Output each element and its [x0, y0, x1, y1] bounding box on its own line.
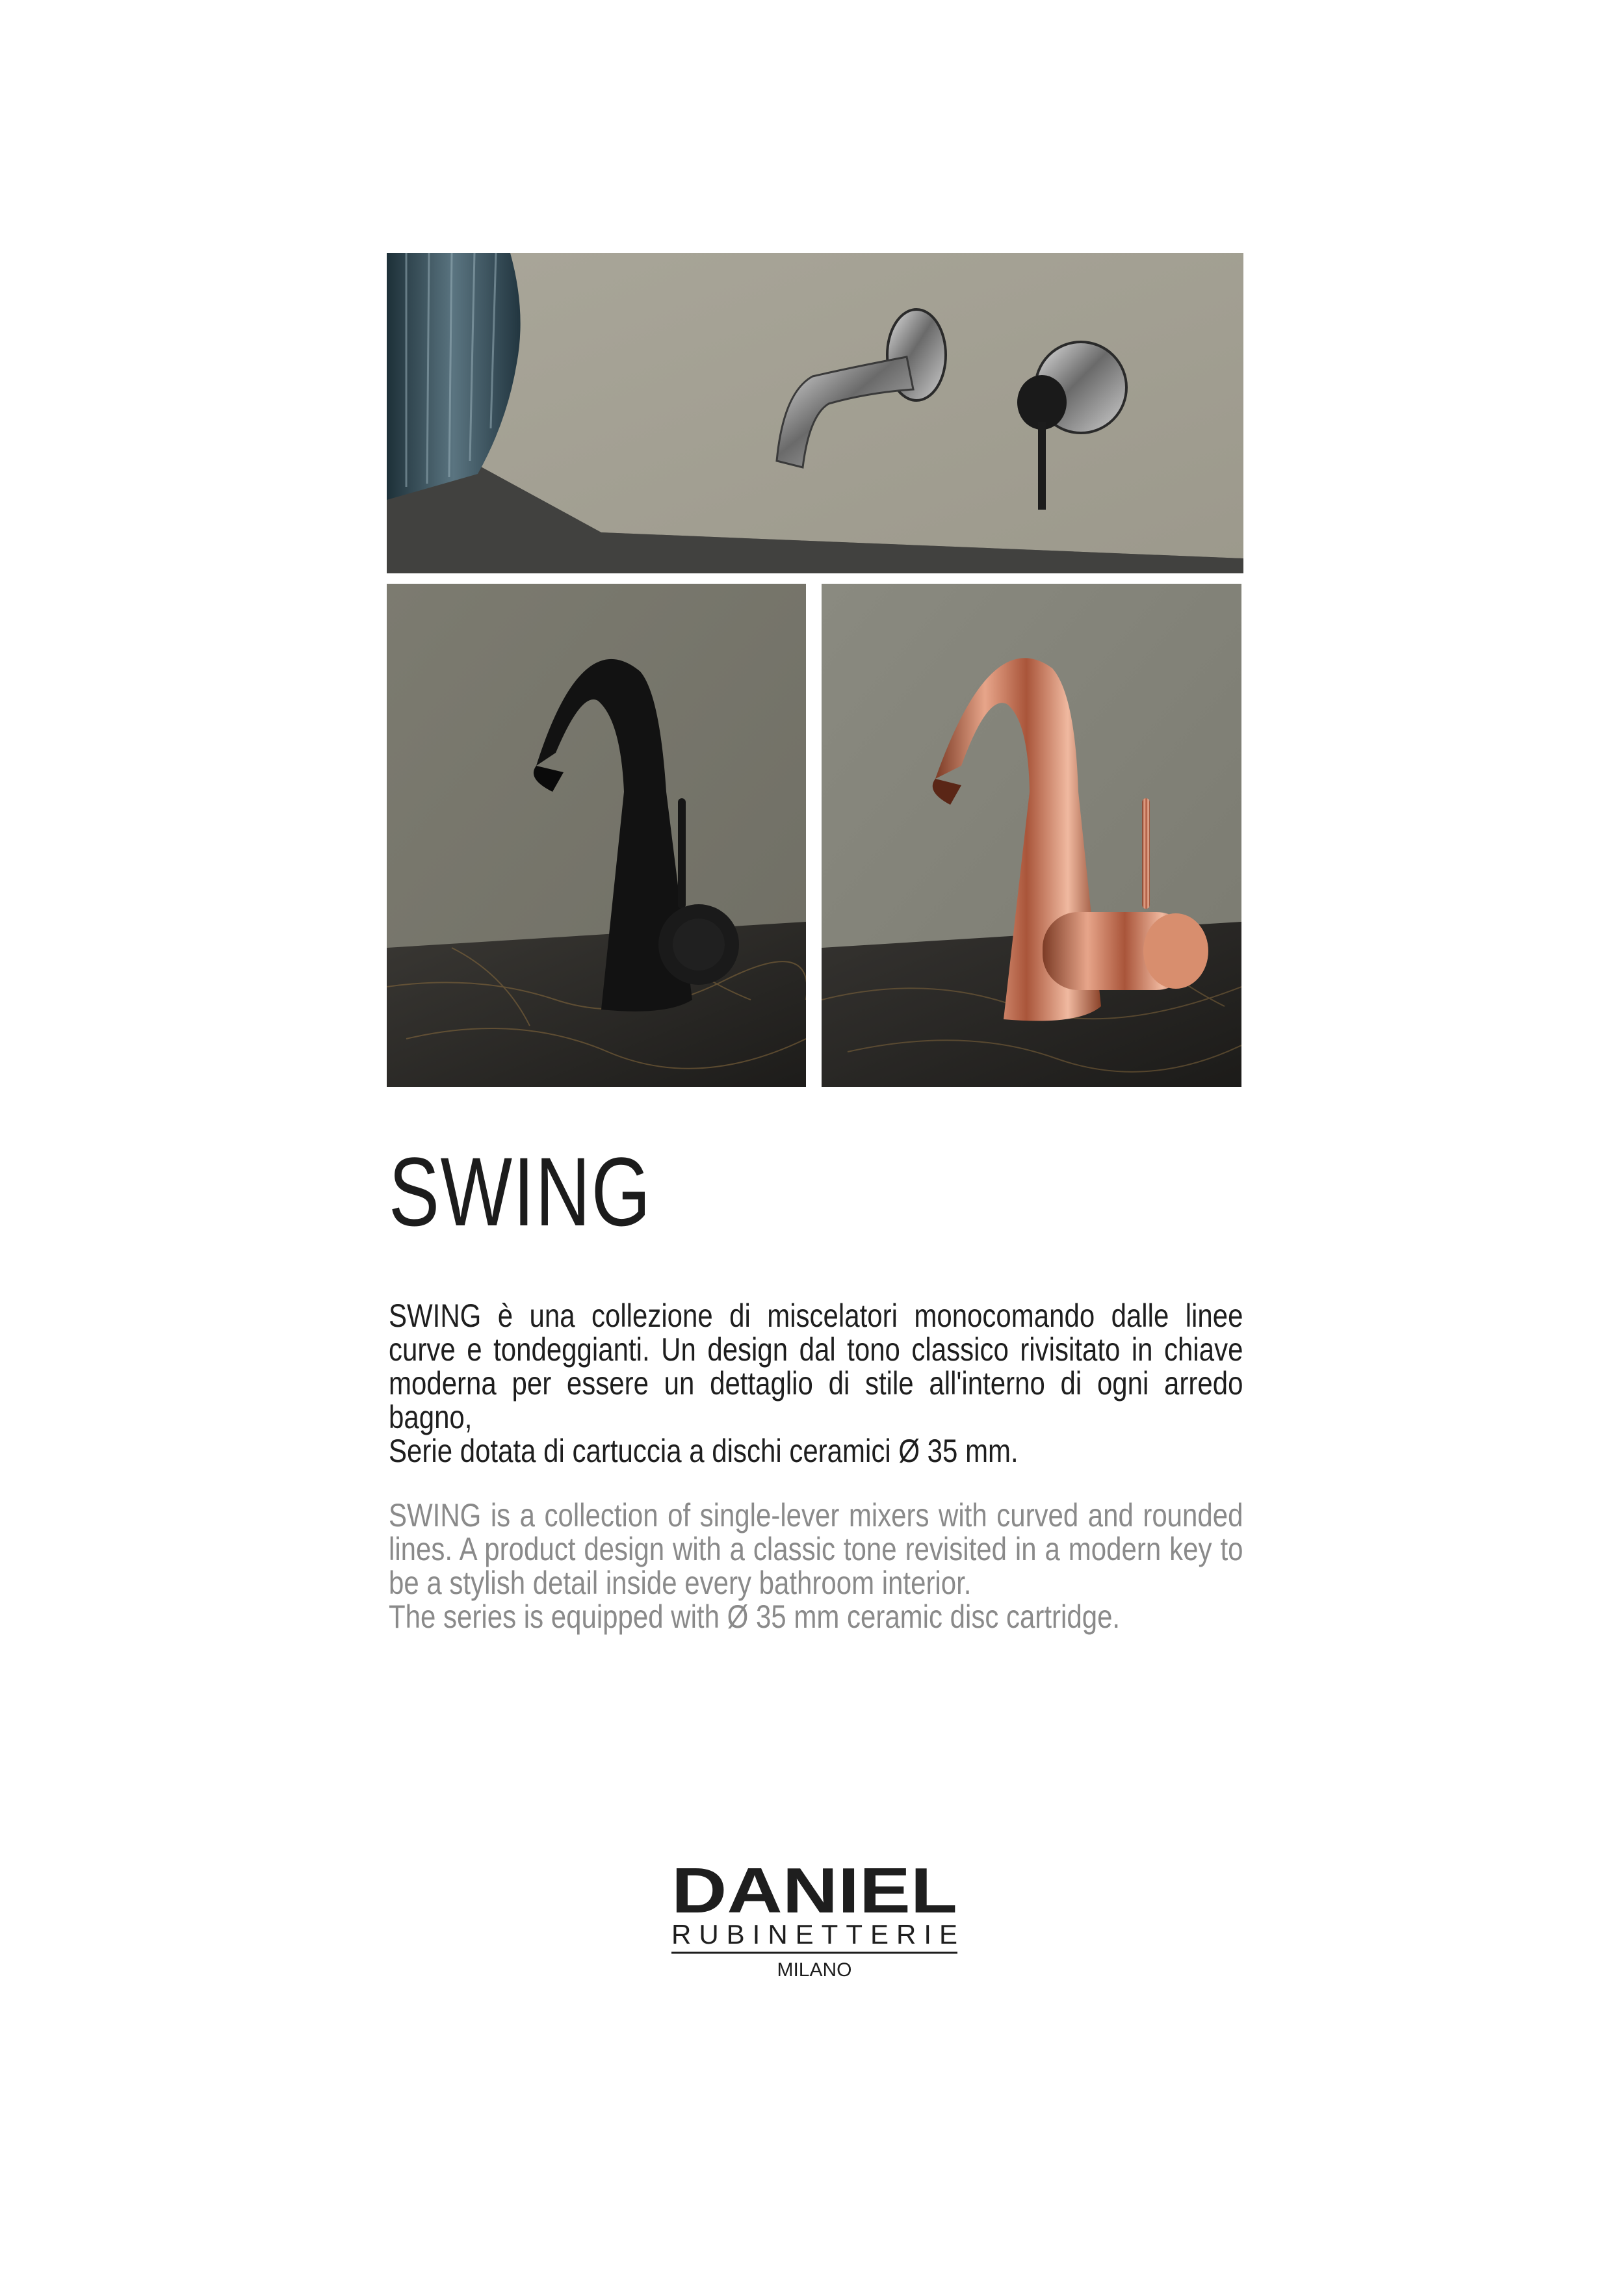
description-english: [389, 1498, 1243, 1634]
logo-line3: MILANO: [777, 1959, 852, 1981]
photo-wall-mixer-chrome: [387, 253, 1243, 573]
product-title: SWING: [389, 1137, 652, 1246]
daniel-rubinetterie-logo: [668, 1859, 961, 1989]
photo-basin-mixer-copper: [822, 584, 1241, 1087]
logo-brand: DANIEL: [671, 1859, 957, 1926]
photo-basin-mixer-black: [387, 584, 806, 1087]
description-italian: [389, 1299, 1243, 1468]
logo-line2: RUBINETTERIE: [671, 1919, 957, 1950]
description-it-cartridge: Serie dotata di cartuccia a dischi ceramici Ø 35 mm.: [389, 1433, 1019, 1469]
description-it-paragraph: SWING è una collezione di miscelatori monocomando dalle linee curve e tondeggianti. Un design dal tono classico rivisitato in chiave moderna per essere un dettaglio di stile all'interno di ogni arredo bagno,: [389, 1298, 1243, 1435]
description-en-paragraph: SWING is a collection of single-lever mixers with curved and rounded lines. A product design with a classic tone revisited in a modern key to be a stylish detail inside every bathroom interior.: [389, 1497, 1243, 1601]
description-en-cartridge: The series is equipped with Ø 35 mm ceramic disc cartridge.: [389, 1598, 1121, 1635]
